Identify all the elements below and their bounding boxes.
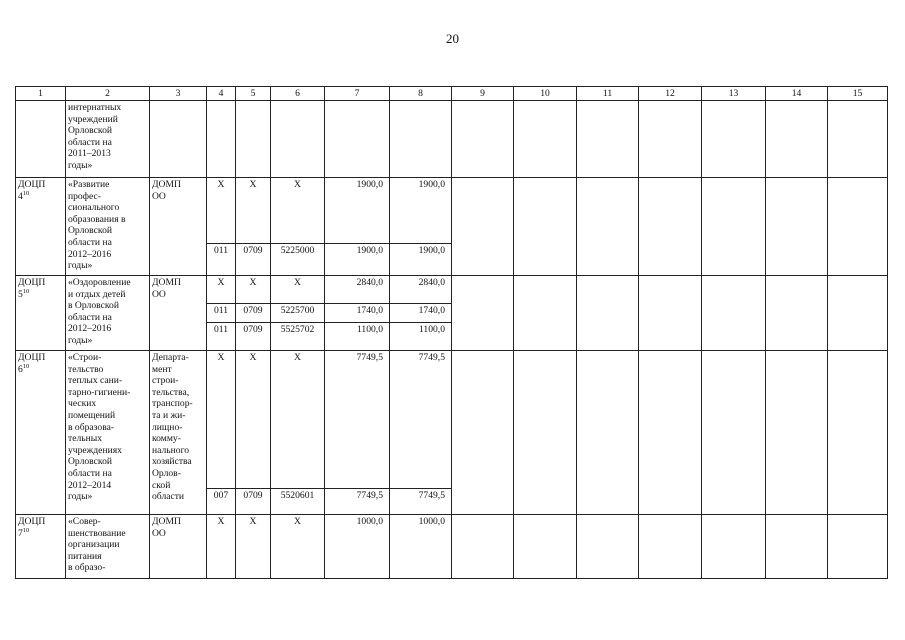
column-number: 4 bbox=[207, 87, 236, 101]
section-code: Х bbox=[236, 351, 271, 489]
empty-cell-col13 bbox=[702, 178, 766, 276]
target-article: 5525702 bbox=[271, 323, 325, 351]
empty-cell-col9 bbox=[452, 276, 514, 351]
empty-cell-col11 bbox=[577, 515, 639, 579]
section-code: 0709 bbox=[236, 323, 271, 351]
empty-cell-col12 bbox=[639, 178, 702, 276]
executor bbox=[150, 101, 207, 178]
ministry-code: 007 bbox=[207, 489, 236, 515]
amount-col8: 1740,0 bbox=[390, 304, 452, 323]
table-row bbox=[16, 351, 888, 489]
program-name: «Развитие профес- сионального образования в Орловской области на 2012–2016 годы» bbox=[66, 178, 150, 276]
executor: ДОМП ОО bbox=[150, 515, 207, 579]
amount-col8: 1000,0 bbox=[390, 515, 452, 579]
empty-cell-col13 bbox=[702, 515, 766, 579]
ministry-code: Х bbox=[207, 515, 236, 579]
column-number: 13 bbox=[702, 87, 766, 101]
amount-col7: 2840,0 bbox=[325, 276, 390, 304]
table-row bbox=[16, 515, 888, 579]
amount-col8: 1100,0 bbox=[390, 323, 452, 351]
ministry-code: Х bbox=[207, 351, 236, 489]
section-code: 0709 bbox=[236, 489, 271, 515]
column-number: 3 bbox=[150, 87, 207, 101]
program-name: интернатных учреждений Орловской области на 2011–2013 годы» bbox=[66, 101, 150, 178]
amount-col8: 2840,0 bbox=[390, 276, 452, 304]
empty-cell-col12 bbox=[639, 101, 702, 178]
empty-cell-col9 bbox=[452, 101, 514, 178]
target-article: Х bbox=[271, 178, 325, 244]
executor: ДОМП ОО bbox=[150, 178, 207, 276]
empty-cell-col15 bbox=[828, 276, 888, 351]
empty-cell-col10 bbox=[514, 178, 577, 276]
column-number: 12 bbox=[639, 87, 702, 101]
empty-cell-col9 bbox=[452, 178, 514, 276]
footnote-ref: 10 bbox=[22, 526, 30, 534]
empty-cell-col11 bbox=[577, 276, 639, 351]
empty-cell-col11 bbox=[577, 178, 639, 276]
ministry-code: 011 bbox=[207, 323, 236, 351]
empty-cell-col14 bbox=[766, 178, 828, 276]
amount-col7: 1000,0 bbox=[325, 515, 390, 579]
executor: ДОМП ОО bbox=[150, 276, 207, 351]
ministry-code: 011 bbox=[207, 244, 236, 276]
section-code: Х bbox=[236, 178, 271, 244]
amount-col7: 7749,5 bbox=[325, 489, 390, 515]
amount-col7: 1100,0 bbox=[325, 323, 390, 351]
program-code bbox=[16, 276, 66, 351]
section-code: Х bbox=[236, 515, 271, 579]
program-code bbox=[16, 178, 66, 276]
target-article bbox=[271, 101, 325, 178]
program-code-text: ДОЦП 5 bbox=[18, 277, 46, 300]
empty-cell-col13 bbox=[702, 101, 766, 178]
ministry-code bbox=[207, 101, 236, 178]
empty-cell-col14 bbox=[766, 276, 828, 351]
program-code bbox=[16, 101, 66, 178]
column-number: 11 bbox=[577, 87, 639, 101]
column-number: 10 bbox=[514, 87, 577, 101]
empty-cell-col9 bbox=[452, 351, 514, 515]
empty-cell-col15 bbox=[828, 351, 888, 515]
column-number: 1 bbox=[16, 87, 66, 101]
page-number: 20 bbox=[446, 31, 459, 46]
empty-cell-col14 bbox=[766, 515, 828, 579]
budget-table bbox=[15, 86, 888, 579]
column-number: 9 bbox=[452, 87, 514, 101]
target-article: Х bbox=[271, 515, 325, 579]
empty-cell-col11 bbox=[577, 351, 639, 515]
empty-cell-col11 bbox=[577, 101, 639, 178]
program-name: «Оздоровление и отдых детей в Орловской области на 2012–2016 годы» bbox=[66, 276, 150, 351]
target-article: Х bbox=[271, 351, 325, 489]
column-number: 5 bbox=[236, 87, 271, 101]
program-name: «Строи- тельство теплых сани- тарно-гигиени- ческих помещений в образова- тельных учреждениях Орловской области на 2012–2014 годы» bbox=[66, 351, 150, 515]
empty-cell-col10 bbox=[514, 276, 577, 351]
amount-col8: 7749,5 bbox=[390, 351, 452, 489]
target-article: 5225700 bbox=[271, 304, 325, 323]
empty-cell-col15 bbox=[828, 178, 888, 276]
empty-cell-col13 bbox=[702, 351, 766, 515]
ministry-code: Х bbox=[207, 276, 236, 304]
footnote-ref: 10 bbox=[22, 287, 30, 295]
section-code: Х bbox=[236, 276, 271, 304]
amount-col7 bbox=[325, 101, 390, 178]
empty-cell-col14 bbox=[766, 101, 828, 178]
section-code: 0709 bbox=[236, 304, 271, 323]
empty-cell-col12 bbox=[639, 515, 702, 579]
target-article: 5520601 bbox=[271, 489, 325, 515]
amount-col7: 1900,0 bbox=[325, 244, 390, 276]
empty-cell-col10 bbox=[514, 351, 577, 515]
section-code: 0709 bbox=[236, 244, 271, 276]
ministry-code: 011 bbox=[207, 304, 236, 323]
column-number: 2 bbox=[66, 87, 150, 101]
empty-cell-col10 bbox=[514, 515, 577, 579]
amount-col8: 1900,0 bbox=[390, 178, 452, 244]
executor: Департа- мент строи- тельства, транспор- та и жи- лищно- комму- нального хозяйства Орлов- ской области bbox=[150, 351, 207, 515]
empty-cell-col15 bbox=[828, 101, 888, 178]
empty-cell-col9 bbox=[452, 515, 514, 579]
amount-col8 bbox=[390, 101, 452, 178]
column-number: 14 bbox=[766, 87, 828, 101]
amount-col8: 1900,0 bbox=[390, 244, 452, 276]
table-row bbox=[16, 101, 888, 178]
empty-cell-col15 bbox=[828, 515, 888, 579]
column-number: 15 bbox=[828, 87, 888, 101]
column-number: 8 bbox=[390, 87, 452, 101]
empty-cell-col14 bbox=[766, 351, 828, 515]
amount-col8: 7749,5 bbox=[390, 489, 452, 515]
program-code-text: ДОЦП 7 bbox=[18, 516, 46, 539]
section-code bbox=[236, 101, 271, 178]
ministry-code: Х bbox=[207, 178, 236, 244]
column-number: 7 bbox=[325, 87, 390, 101]
column-number-row bbox=[16, 87, 888, 101]
footnote-ref: 10 bbox=[22, 362, 30, 370]
program-name: «Совер- шенствование организации питания в образо- bbox=[66, 515, 150, 579]
program-code bbox=[16, 351, 66, 515]
column-number: 6 bbox=[271, 87, 325, 101]
amount-col7: 1740,0 bbox=[325, 304, 390, 323]
table-row bbox=[16, 276, 888, 304]
footnote-ref: 10 bbox=[22, 189, 30, 197]
empty-cell-col12 bbox=[639, 276, 702, 351]
empty-cell-col13 bbox=[702, 276, 766, 351]
program-code bbox=[16, 515, 66, 579]
target-article: Х bbox=[271, 276, 325, 304]
program-code-text: ДОЦП 4 bbox=[18, 179, 46, 202]
program-code-text: ДОЦП 6 bbox=[18, 352, 46, 375]
empty-cell-col12 bbox=[639, 351, 702, 515]
table-row bbox=[16, 178, 888, 244]
amount-col7: 1900,0 bbox=[325, 178, 390, 244]
amount-col7: 7749,5 bbox=[325, 351, 390, 489]
empty-cell-col10 bbox=[514, 101, 577, 178]
target-article: 5225000 bbox=[271, 244, 325, 276]
